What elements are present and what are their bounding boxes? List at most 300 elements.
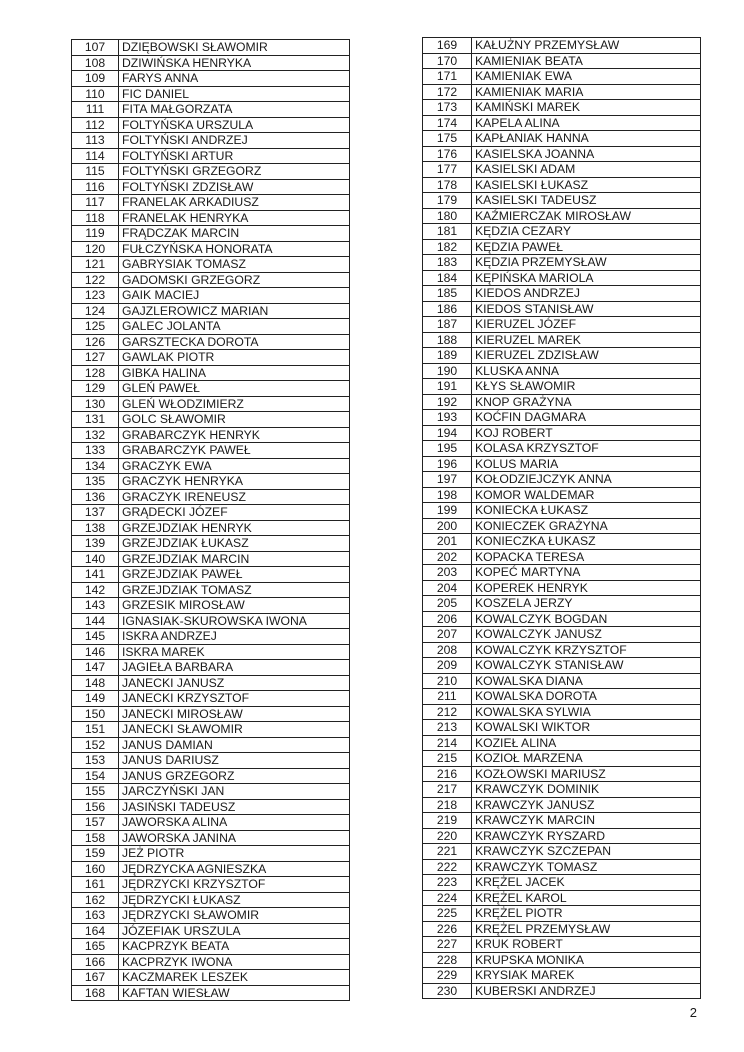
row-number: 157 [72,815,119,831]
row-number: 170 [423,53,472,69]
person-name: KOLUS MARIA [472,456,701,472]
row-number: 210 [423,673,472,689]
person-name: GAIK MACIEJ [119,288,350,304]
table-row [423,100,701,116]
table-row [72,737,350,753]
table-row [72,768,350,784]
table-row [72,474,350,490]
table-row [72,675,350,691]
row-number: 158 [72,830,119,846]
table-row [423,208,701,224]
table-row [423,162,701,178]
person-name: GARSZTECKA DOROTA [119,334,350,350]
row-number: 213 [423,720,472,736]
row-number: 146 [72,644,119,660]
table-row [72,582,350,598]
table-row [423,115,701,131]
person-name: FITA MAŁGORZATA [119,102,350,118]
table-row [72,861,350,877]
person-name: KRAWCZYK JANUSZ [472,797,701,813]
table-row [423,596,701,612]
person-name: GRABARCZYK HENRYK [119,427,350,443]
person-name: KIERUZEL ZDZISŁAW [472,348,701,364]
person-name: JAWORSKA ALINA [119,815,350,831]
table-row [423,410,701,426]
person-name: JĘDRZYCKA AGNIESZKA [119,861,350,877]
row-number: 115 [72,164,119,180]
row-number: 191 [423,379,472,395]
table-row [72,877,350,893]
table-row [72,660,350,676]
row-number: 217 [423,782,472,798]
row-number: 154 [72,768,119,784]
names-table-left [71,39,350,1001]
row-number: 173 [423,100,472,116]
row-number: 193 [423,410,472,426]
person-name: JANECKI SŁAWOMIR [119,722,350,738]
person-name: KIEDOS ANDRZEJ [472,286,701,302]
table-row [72,71,350,87]
row-number: 222 [423,859,472,875]
person-name: GRZEJDZIAK ŁUKASZ [119,536,350,552]
person-name: KAMIENIAK EWA [472,69,701,85]
row-number: 209 [423,658,472,674]
row-number: 228 [423,952,472,968]
table-row [72,117,350,133]
row-number: 179 [423,193,472,209]
person-name: KONIECZEK GRAŻYNA [472,518,701,534]
table-row [423,952,701,968]
person-name: JANUS DARIUSZ [119,753,350,769]
row-number: 169 [423,38,472,54]
person-name: KOJ ROBERT [472,425,701,441]
names-table-right-body [423,38,701,999]
row-number: 194 [423,425,472,441]
table-row [72,706,350,722]
table-row [72,629,350,645]
row-number: 132 [72,427,119,443]
row-number: 116 [72,179,119,195]
row-number: 129 [72,381,119,397]
person-name: GADOMSKI GRZEGORZ [119,272,350,288]
row-number: 163 [72,908,119,924]
row-number: 207 [423,627,472,643]
row-number: 164 [72,923,119,939]
row-number: 136 [72,489,119,505]
person-name: KOLASA KRZYSZTOF [472,441,701,457]
table-row [72,319,350,335]
table-row [423,487,701,503]
row-number: 185 [423,286,472,302]
row-number: 110 [72,86,119,102]
table-row [423,456,701,472]
table-row [72,799,350,815]
person-name: KASIELSKI TADEUSZ [472,193,701,209]
person-name: JARCZYŃSKI JAN [119,784,350,800]
row-number: 195 [423,441,472,457]
row-number: 183 [423,255,472,271]
person-name: ISKRA ANDRZEJ [119,629,350,645]
person-name: KAŹMIERCZAK MIROSŁAW [472,208,701,224]
table-row [72,520,350,536]
person-name: KOSZELA JERZY [472,596,701,612]
row-number: 168 [72,985,119,1001]
row-number: 218 [423,797,472,813]
row-number: 223 [423,875,472,891]
row-number: 174 [423,115,472,131]
table-row [72,381,350,397]
person-name: KOWALSKA DOROTA [472,689,701,705]
table-row [423,53,701,69]
table-row [423,968,701,984]
row-number: 134 [72,458,119,474]
table-row [423,503,701,519]
person-name: KRAWCZYK SZCZEPAN [472,844,701,860]
person-name: KAPELA ALINA [472,115,701,131]
table-row [72,179,350,195]
person-name: FRĄDCZAK MARCIN [119,226,350,242]
table-row [72,443,350,459]
table-row [423,193,701,209]
row-number: 137 [72,505,119,521]
person-name: KACPRZYK BEATA [119,939,350,955]
row-number: 172 [423,84,472,100]
row-number: 214 [423,735,472,751]
table-row [72,985,350,1001]
table-row [423,720,701,736]
row-number: 155 [72,784,119,800]
row-number: 182 [423,239,472,255]
table-row [72,505,350,521]
table-row [423,983,701,999]
table-row [72,210,350,226]
person-name: GRZEJDZIAK MARCIN [119,551,350,567]
table-row [72,939,350,955]
person-name: KOZIOŁ MARZENA [472,751,701,767]
person-name: FUŁCZYŃSKA HONORATA [119,241,350,257]
person-name: FRANELAK HENRYKA [119,210,350,226]
person-name: KASIELSKA JOANNA [472,146,701,162]
table-row [423,255,701,271]
person-name: JANECKI KRZYSZTOF [119,691,350,707]
table-row [72,55,350,71]
table-row [423,782,701,798]
row-number: 230 [423,983,472,999]
row-number: 177 [423,162,472,178]
table-row [423,131,701,147]
row-number: 219 [423,813,472,829]
row-number: 226 [423,921,472,937]
row-number: 147 [72,660,119,676]
table-row [423,363,701,379]
person-name: KOWALCZYK JANUSZ [472,627,701,643]
person-name: KRUPSKA MONIKA [472,952,701,968]
row-number: 199 [423,503,472,519]
row-number: 153 [72,753,119,769]
person-name: KACZMAREK LESZEK [119,970,350,986]
row-number: 143 [72,598,119,614]
row-number: 165 [72,939,119,955]
table-row [423,828,701,844]
person-name: KAŁUŻNY PRZEMYSŁAW [472,38,701,54]
person-name: JANECKI MIROSŁAW [119,706,350,722]
table-row [423,146,701,162]
table-row [423,844,701,860]
row-number: 204 [423,580,472,596]
row-number: 184 [423,270,472,286]
person-name: JANUS DAMIAN [119,737,350,753]
person-name: ISKRA MAREK [119,644,350,660]
row-number: 117 [72,195,119,211]
person-name: KOZIEŁ ALINA [472,735,701,751]
row-number: 205 [423,596,472,612]
table-row [423,937,701,953]
person-name: KOWALCZYK KRZYSZTOF [472,642,701,658]
table-row [423,921,701,937]
person-name: KĘDZIA PAWEŁ [472,239,701,255]
person-name: KOWALCZYK STANISŁAW [472,658,701,674]
person-name: KOWALSKA SYLWIA [472,704,701,720]
table-row [423,797,701,813]
person-name: GABRYSIAK TOMASZ [119,257,350,273]
row-number: 211 [423,689,472,705]
row-number: 123 [72,288,119,304]
person-name: JĘDRZYCKI SŁAWOMIR [119,908,350,924]
row-number: 114 [72,148,119,164]
row-number: 198 [423,487,472,503]
table-row [72,536,350,552]
table-row [423,859,701,875]
person-name: KASIELSKI ADAM [472,162,701,178]
row-number: 152 [72,737,119,753]
row-number: 200 [423,518,472,534]
person-name: JAGIEŁA BARBARA [119,660,350,676]
row-number: 107 [72,40,119,56]
table-row [72,427,350,443]
row-number: 113 [72,133,119,149]
table-row [72,954,350,970]
person-name: GAJZLEROWICZ MARIAN [119,303,350,319]
person-name: FOLTYŃSKI ZDZISŁAW [119,179,350,195]
person-name: KASIELSKI ŁUKASZ [472,177,701,193]
person-name: JEŻ PIOTR [119,846,350,862]
table-row [423,642,701,658]
person-name: FRANELAK ARKADIUSZ [119,195,350,211]
row-number: 139 [72,536,119,552]
person-name: KUBERSKI ANDRZEJ [472,983,701,999]
table-row [72,458,350,474]
row-number: 176 [423,146,472,162]
person-name: GRZEJDZIAK PAWEŁ [119,567,350,583]
row-number: 196 [423,456,472,472]
person-name: KAMIENIAK MARIA [472,84,701,100]
row-number: 112 [72,117,119,133]
row-number: 220 [423,828,472,844]
person-name: GRACZYK HENRYKA [119,474,350,490]
person-name: GIBKA HALINA [119,365,350,381]
person-name: GALEC JOLANTA [119,319,350,335]
table-row [423,627,701,643]
person-name: KOPEĆ MARTYNA [472,565,701,581]
table-row [423,332,701,348]
row-number: 131 [72,412,119,428]
table-row [423,317,701,333]
person-name: KRAWCZYK DOMINIK [472,782,701,798]
person-name: KONIECZKA ŁUKASZ [472,534,701,550]
person-name: KLUSKA ANNA [472,363,701,379]
row-number: 160 [72,861,119,877]
table-row [72,830,350,846]
person-name: KĘPIŃSKA MARIOLA [472,270,701,286]
names-table-left-body [72,40,350,1001]
person-name: KŁYS SŁAWOMIR [472,379,701,395]
table-row [72,86,350,102]
person-name: IGNASIAK-SKUROWSKA IWONA [119,613,350,629]
row-number: 186 [423,301,472,317]
page-number: 2 [689,1005,697,1020]
person-name: KAMIŃSKI MAREK [472,100,701,116]
person-name: KRYSIAK MAREK [472,968,701,984]
person-name: FOLTYŃSKI GRZEGORZ [119,164,350,180]
person-name: KOMOR WALDEMAR [472,487,701,503]
table-row [72,241,350,257]
table-row [423,549,701,565]
person-name: KRAWCZYK RYSZARD [472,828,701,844]
table-row [423,751,701,767]
person-name: JANUS GRZEGORZ [119,768,350,784]
row-number: 141 [72,567,119,583]
person-name: JASIŃSKI TADEUSZ [119,799,350,815]
person-name: KOŁODZIEJCZYK ANNA [472,472,701,488]
table-row [72,908,350,924]
table-row [423,673,701,689]
row-number: 180 [423,208,472,224]
person-name: FOLTYŃSKI ARTUR [119,148,350,164]
row-number: 166 [72,954,119,970]
table-row [72,644,350,660]
table-row [72,846,350,862]
person-name: FOLTYŃSKI ANDRZEJ [119,133,350,149]
person-name: GRZEJDZIAK TOMASZ [119,582,350,598]
table-row [423,425,701,441]
row-number: 208 [423,642,472,658]
person-name: KIEDOS STANISŁAW [472,301,701,317]
row-number: 149 [72,691,119,707]
table-row [72,892,350,908]
table-row [423,766,701,782]
person-name: DZIĘBOWSKI SŁAWOMIR [119,40,350,56]
person-name: GRZEJDZIAK HENRYK [119,520,350,536]
person-name: FARYS ANNA [119,71,350,87]
row-number: 202 [423,549,472,565]
table-row [72,164,350,180]
row-number: 224 [423,890,472,906]
table-row [423,38,701,54]
table-row [72,257,350,273]
person-name: KOPEREK HENRYK [472,580,701,596]
row-number: 118 [72,210,119,226]
row-number: 181 [423,224,472,240]
person-name: GRZESIK MIROSŁAW [119,598,350,614]
person-name: KOZŁOWSKI MARIUSZ [472,766,701,782]
row-number: 206 [423,611,472,627]
row-number: 212 [423,704,472,720]
table-row [423,441,701,457]
person-name: KAMIENIAK BEATA [472,53,701,69]
row-number: 135 [72,474,119,490]
row-number: 225 [423,906,472,922]
row-number: 138 [72,520,119,536]
person-name: GLEŃ PAWEŁ [119,381,350,397]
table-row [72,784,350,800]
person-name: KRĘŻEL PIOTR [472,906,701,922]
person-name: KOWALSKA DIANA [472,673,701,689]
row-number: 125 [72,319,119,335]
person-name: GRACZYK IRENEUSZ [119,489,350,505]
person-name: JĘDRZYCKI ŁUKASZ [119,892,350,908]
row-number: 119 [72,226,119,242]
row-number: 145 [72,629,119,645]
row-number: 167 [72,970,119,986]
row-number: 189 [423,348,472,364]
row-number: 203 [423,565,472,581]
table-row [423,890,701,906]
row-number: 128 [72,365,119,381]
person-name: KAPŁANIAK HANNA [472,131,701,147]
table-row [72,489,350,505]
table-row [72,970,350,986]
person-name: KRĘŻEL KAROL [472,890,701,906]
row-number: 124 [72,303,119,319]
table-row [423,735,701,751]
person-name: KOĆFIN DAGMARA [472,410,701,426]
person-name: GOLC SŁAWOMIR [119,412,350,428]
table-row [423,270,701,286]
table-row [423,379,701,395]
row-number: 121 [72,257,119,273]
table-row [72,613,350,629]
row-number: 111 [72,102,119,118]
table-row [72,350,350,366]
person-name: KĘDZIA CEZARY [472,224,701,240]
row-number: 133 [72,443,119,459]
table-row [423,69,701,85]
table-row [72,40,350,56]
table-row [72,923,350,939]
person-name: JANECKI JANUSZ [119,675,350,691]
row-number: 188 [423,332,472,348]
row-number: 161 [72,877,119,893]
person-name: KRĘŻEL PRZEMYSŁAW [472,921,701,937]
row-number: 178 [423,177,472,193]
table-row [423,658,701,674]
table-row [72,288,350,304]
person-name: KRĘŻEL JACEK [472,875,701,891]
table-row [72,133,350,149]
table-row [423,177,701,193]
table-row [72,396,350,412]
row-number: 171 [423,69,472,85]
person-name: KAFTAN WIESŁAW [119,985,350,1001]
table-row [72,551,350,567]
person-name: JÓZEFIAK URSZULA [119,923,350,939]
row-number: 126 [72,334,119,350]
table-row [423,813,701,829]
table-row [72,365,350,381]
table-row [72,195,350,211]
person-name: KĘDZIA PRZEMYSŁAW [472,255,701,271]
row-number: 156 [72,799,119,815]
